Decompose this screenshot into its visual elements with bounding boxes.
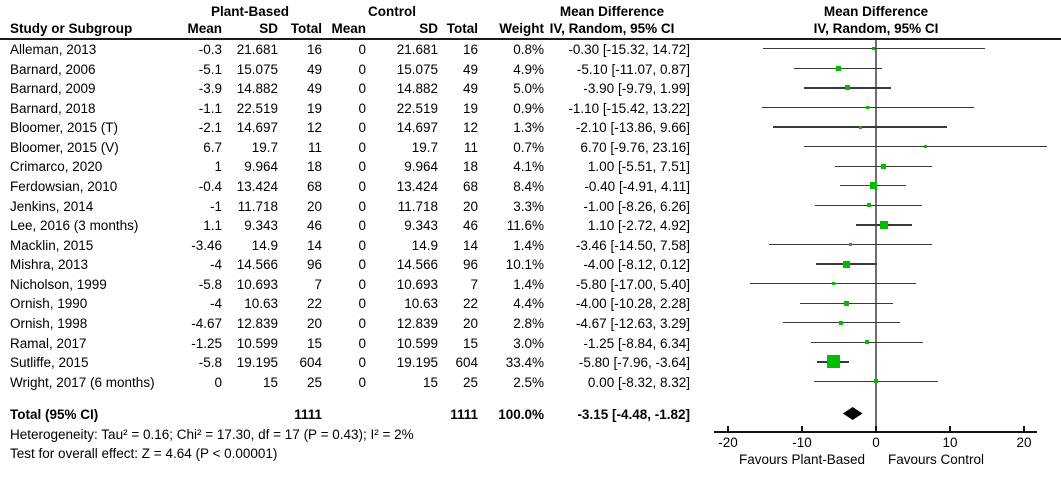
cell-total-n-control: 1111 <box>450 407 478 422</box>
heterogeneity-text: Heterogeneity: Tau² = 0.16; Chi² = 17.30, df = 17 (P = 0.43); I² = 2% <box>10 427 414 442</box>
cell-total-control: 11 <box>463 139 478 155</box>
cell-total-plant: 22 <box>306 296 322 312</box>
cell-sd-plant: 10.63 <box>244 296 278 312</box>
header-mean-control: Mean <box>331 21 366 36</box>
cell-study: Ferdowsian, 2010 <box>10 178 118 194</box>
cell-total-control: 15 <box>462 335 478 351</box>
cell-md-ci: -5.80 [-7.96, -3.64] <box>578 355 690 371</box>
cell-total-plant: 68 <box>306 178 322 194</box>
header-study-or-subgroup: Study or Subgroup <box>10 21 133 36</box>
cell-weight: 8.4% <box>513 178 544 194</box>
cell-total-control: 20 <box>462 198 478 214</box>
cell-weight: 0.7% <box>513 139 544 155</box>
cell-sd-plant: 14.9 <box>251 237 278 253</box>
axis-tick-label: -10 <box>792 435 812 450</box>
study-row <box>0 179 740 194</box>
cell-weight: 33.4% <box>505 355 544 371</box>
cell-mean-control: 0 <box>358 218 366 234</box>
cell-mean-plant: 0 <box>214 374 222 390</box>
cell-study: Wright, 2017 (6 months) <box>10 374 155 390</box>
effect-marker <box>870 182 877 189</box>
axis-tick <box>1023 426 1025 432</box>
cell-mean-plant: -4 <box>209 257 222 273</box>
cell-study: Barnard, 2006 <box>10 61 96 77</box>
cell-md-ci: -1.25 [-8.84, 6.34] <box>583 335 690 351</box>
cell-sd-control: 19.195 <box>396 355 438 371</box>
cell-study: Alleman, 2013 <box>10 42 97 57</box>
cell-sd-control: 14.882 <box>396 81 438 97</box>
cell-total-plant: 20 <box>306 198 322 214</box>
cell-total-plant: 15 <box>306 335 322 351</box>
cell-sd-control: 9.964 <box>404 159 438 175</box>
cell-sd-plant: 10.693 <box>236 276 278 292</box>
cell-weight: 1.3% <box>513 120 544 136</box>
cell-weight: 3.0% <box>513 335 544 351</box>
effect-marker <box>839 321 843 325</box>
effect-marker <box>844 301 849 306</box>
cell-total-plant: 14 <box>306 237 322 253</box>
cell-weight: 4.4% <box>513 296 544 312</box>
cell-md-ci: -1.00 [-8.26, 6.26] <box>583 198 690 214</box>
cell-weight: 4.9% <box>513 61 544 77</box>
header-ci-text-col: IV, Random, 95% CI <box>549 21 675 36</box>
cell-mean-plant: -0.4 <box>198 178 222 194</box>
cell-sd-control: 14.566 <box>396 257 438 273</box>
cell-total-control: 49 <box>462 81 478 97</box>
cell-md-ci: 1.10 [-2.72, 4.92] <box>587 218 690 234</box>
cell-sd-control: 19.7 <box>411 139 438 155</box>
cell-study: Bloomer, 2015 (V) <box>10 139 119 155</box>
cell-md-ci: -4.00 [-8.12, 0.12] <box>583 257 690 273</box>
cell-mean-control: 0 <box>358 237 366 253</box>
cell-total-control: 96 <box>462 257 478 273</box>
header-mean-difference-plot-col: Mean Difference <box>823 4 929 19</box>
study-row <box>0 238 740 253</box>
cell-total-control: 20 <box>462 315 478 331</box>
cell-mean-plant: -5.1 <box>198 61 222 77</box>
cell-study: Ramal, 2017 <box>10 335 87 351</box>
cell-total-plant: 18 <box>306 159 322 175</box>
cell-mean-control: 0 <box>358 159 366 175</box>
study-row <box>0 375 740 390</box>
cell-total-control: 14 <box>462 237 478 253</box>
axis-tick <box>949 426 951 432</box>
effect-marker <box>859 126 862 129</box>
cell-mean-control: 0 <box>358 374 366 390</box>
cell-md-ci: 1.00 [-5.51, 7.51] <box>587 159 690 175</box>
cell-weight: 2.8% <box>513 315 544 331</box>
cell-sd-plant: 19.195 <box>236 355 278 371</box>
cell-sd-plant: 13.424 <box>236 178 278 194</box>
header-sd-control: SD <box>419 21 438 36</box>
study-row <box>0 42 740 57</box>
cell-study: Nicholson, 1999 <box>10 276 107 292</box>
cell-md-ci: -1.10 [-15.42, 13.22] <box>568 100 690 116</box>
cell-mean-control: 0 <box>358 42 366 57</box>
cell-md-ci: -0.40 [-4.91, 4.11] <box>584 178 690 194</box>
cell-mean-plant: 1 <box>214 159 222 175</box>
cell-sd-plant: 11.718 <box>237 198 278 214</box>
cell-weight: 10.1% <box>505 257 544 273</box>
effect-marker <box>881 164 886 169</box>
effect-marker <box>843 261 850 268</box>
cell-weight: 4.1% <box>513 159 544 175</box>
cell-total-control: 22 <box>462 296 478 312</box>
cell-total-control: 7 <box>470 276 478 292</box>
cell-sd-plant: 21.681 <box>236 42 278 57</box>
cell-total-plant: 46 <box>306 218 322 234</box>
cell-mean-plant: -1 <box>209 198 222 214</box>
cell-total-n-plant: 1111 <box>294 407 322 422</box>
cell-sd-control: 22.519 <box>396 100 438 116</box>
cell-study: Ornish, 1990 <box>10 296 88 312</box>
cell-sd-plant: 9.964 <box>244 159 278 175</box>
effect-marker <box>872 47 875 50</box>
study-row <box>0 62 740 77</box>
cell-total-plant: 96 <box>306 257 322 273</box>
cell-total-plant: 12 <box>306 120 322 136</box>
cell-sd-plant: 15 <box>262 374 278 390</box>
cell-sd-plant: 15.075 <box>236 61 278 77</box>
cell-mean-plant: -3.9 <box>198 81 222 97</box>
header-divider <box>0 38 1061 40</box>
axis-tick-label: 10 <box>942 435 958 450</box>
cell-sd-plant: 9.343 <box>244 218 278 234</box>
cell-md-ci: 0.00 [-8.32, 8.32] <box>587 374 690 390</box>
cell-total-control: 49 <box>462 61 478 77</box>
cell-mean-control: 0 <box>358 355 366 371</box>
cell-mean-plant: -4.67 <box>191 315 222 331</box>
cell-sd-plant: 14.882 <box>236 81 278 97</box>
cell-sd-control: 10.693 <box>396 276 438 292</box>
header-total-plant: Total <box>290 21 322 36</box>
cell-sd-control: 13.424 <box>396 178 438 194</box>
zero-effect-line <box>875 40 877 431</box>
effect-marker <box>832 282 835 285</box>
axis-tick <box>727 426 729 432</box>
header-ci-plot-col: IV, Random, 95% CI <box>813 21 939 36</box>
cell-sd-plant: 14.697 <box>236 120 278 136</box>
pooled-diamond <box>843 407 863 420</box>
cell-sd-control: 14.697 <box>396 120 438 136</box>
cell-sd-control: 9.343 <box>404 218 438 234</box>
cell-total-plant: 7 <box>314 276 322 292</box>
cell-md-ci: -3.90 [-9.79, 1.99] <box>583 81 690 97</box>
study-row <box>0 81 740 96</box>
cell-sd-plant: 22.519 <box>236 100 278 116</box>
cell-sd-plant: 19.7 <box>251 139 278 155</box>
cell-total-plant: 19 <box>306 100 322 116</box>
study-row <box>0 316 740 331</box>
cell-sd-control: 14.9 <box>411 237 438 253</box>
header-mean-plant: Mean <box>187 21 222 36</box>
total-row <box>0 407 740 422</box>
cell-sd-control: 10.599 <box>396 335 438 351</box>
cell-study: Macklin, 2015 <box>10 237 94 253</box>
effect-marker <box>827 355 840 368</box>
cell-mean-plant: -5.8 <box>198 276 222 292</box>
cell-sd-control: 10.63 <box>404 296 438 312</box>
cell-mean-plant: -1.1 <box>198 100 222 116</box>
cell-mean-plant: -5.8 <box>198 355 222 371</box>
study-row <box>0 336 740 351</box>
axis-tick <box>801 426 803 432</box>
cell-weight: 1.4% <box>513 237 544 253</box>
cell-mean-plant: -4 <box>209 296 222 312</box>
study-row <box>0 140 740 155</box>
cell-weight: 0.8% <box>513 42 544 57</box>
cell-total-control: 18 <box>462 159 478 175</box>
effect-marker <box>880 221 888 229</box>
cell-total-plant: 20 <box>306 315 322 331</box>
cell-md-ci: -0.30 [-15.32, 14.72] <box>568 42 690 57</box>
cell-mean-plant: -2.1 <box>198 120 222 136</box>
cell-study: Sutliffe, 2015 <box>10 355 89 371</box>
cell-mean-control: 0 <box>358 100 366 116</box>
study-row <box>0 101 740 116</box>
cell-total-control: 25 <box>462 374 478 390</box>
study-row <box>0 120 740 135</box>
axis-tick-label: -20 <box>718 435 738 450</box>
cell-study: Jenkins, 2014 <box>10 198 94 214</box>
cell-total-control: 46 <box>462 218 478 234</box>
header-sd-plant: SD <box>259 21 278 36</box>
study-row <box>0 277 740 292</box>
cell-mean-control: 0 <box>358 257 366 273</box>
study-row <box>0 296 740 311</box>
cell-md-ci: -4.00 [-10.28, 2.28] <box>575 296 690 312</box>
cell-weight: 0.9% <box>513 100 544 116</box>
effect-marker <box>866 106 869 109</box>
cell-weight: 2.5% <box>513 374 544 390</box>
cell-md-ci: -2.10 [-13.86, 9.66] <box>575 120 690 136</box>
cell-total-plant: 49 <box>306 61 322 77</box>
cell-mean-control: 0 <box>358 276 366 292</box>
axis-tick-label: 0 <box>872 435 880 450</box>
cell-md-ci: -5.80 [-17.00, 5.40] <box>575 276 690 292</box>
effect-marker <box>867 203 871 207</box>
cell-sd-plant: 14.566 <box>236 257 278 273</box>
cell-total-control: 19 <box>462 100 478 116</box>
cell-weight: 11.6% <box>506 218 544 234</box>
cell-sd-control: 15 <box>422 374 438 390</box>
effect-marker <box>924 145 927 148</box>
cell-sd-control: 11.718 <box>397 198 438 214</box>
cell-mean-control: 0 <box>358 198 366 214</box>
cell-mean-control: 0 <box>358 81 366 97</box>
cell-total-weight: 100.0% <box>498 407 544 422</box>
cell-study: Ornish, 1998 <box>10 315 88 331</box>
cell-mean-plant: -0.3 <box>198 42 222 57</box>
cell-mean-control: 0 <box>358 296 366 312</box>
cell-md-ci: -3.46 [-14.50, 7.58] <box>575 237 690 253</box>
cell-mean-plant: 1.1 <box>203 218 222 234</box>
cell-sd-plant: 10.599 <box>236 335 278 351</box>
cell-study: Barnard, 2018 <box>10 100 96 116</box>
header-control: Control <box>368 4 416 19</box>
study-row <box>0 199 740 214</box>
cell-study: Bloomer, 2015 (T) <box>10 120 119 136</box>
effect-marker <box>849 243 852 246</box>
cell-mean-plant: 6.7 <box>203 139 222 155</box>
cell-total-plant: 604 <box>299 355 322 371</box>
favours-right-label: Favours Control <box>887 452 985 467</box>
cell-study: Barnard, 2009 <box>10 81 96 97</box>
cell-total-plant: 25 <box>306 374 322 390</box>
study-row <box>0 159 740 174</box>
cell-mean-control: 0 <box>358 335 366 351</box>
cell-md-ci: -4.67 [-12.63, 3.29] <box>575 315 690 331</box>
cell-weight: 5.0% <box>513 81 544 97</box>
cell-study: Crimarco, 2020 <box>10 159 103 175</box>
cell-sd-control: 15.075 <box>396 61 438 77</box>
cell-total-label: Total (95% CI) <box>10 407 99 422</box>
study-row <box>0 355 740 370</box>
cell-total-control: 604 <box>455 355 478 371</box>
cell-md-ci: 6.70 [-9.76, 23.16] <box>580 139 690 155</box>
effect-marker <box>874 379 878 383</box>
cell-sd-control: 12.839 <box>396 315 438 331</box>
cell-total-plant: 49 <box>306 81 322 97</box>
cell-sd-plant: 12.839 <box>236 315 278 331</box>
study-row <box>0 257 740 272</box>
cell-mean-plant: -1.25 <box>191 335 222 351</box>
header-mean-difference-text-col: Mean Difference <box>559 4 665 19</box>
study-row <box>0 218 740 233</box>
cell-mean-plant: -3.46 <box>191 237 222 253</box>
effect-marker <box>845 85 850 90</box>
cell-sd-control: 21.681 <box>396 42 438 57</box>
header-total-control: Total <box>446 21 478 36</box>
overall-effect-text: Test for overall effect: Z = 4.64 (P < 0.00001) <box>10 446 278 461</box>
cell-md-ci: -5.10 [-11.07, 0.87] <box>576 61 690 77</box>
cell-mean-control: 0 <box>358 61 366 77</box>
cell-weight: 1.4% <box>513 276 544 292</box>
header-plant-based: Plant-Based <box>210 4 290 19</box>
effect-marker <box>865 340 869 344</box>
effect-marker <box>836 66 841 71</box>
cell-total-plant: 11 <box>307 139 322 155</box>
cell-total-control: 16 <box>462 42 478 57</box>
axis-tick <box>875 426 877 432</box>
cell-total-plant: 16 <box>306 42 322 57</box>
cell-mean-control: 0 <box>358 315 366 331</box>
cell-mean-control: 0 <box>358 178 366 194</box>
cell-weight: 3.3% <box>513 198 544 214</box>
axis-tick-label: 20 <box>1016 435 1032 450</box>
cell-total-control: 68 <box>462 178 478 194</box>
header-weight: Weight <box>499 21 544 36</box>
cell-mean-control: 0 <box>358 139 366 155</box>
cell-study: Mishra, 2013 <box>10 257 89 273</box>
cell-total-control: 12 <box>462 120 478 136</box>
cell-total-md-ci: -3.15 [-4.48, -1.82] <box>577 407 690 422</box>
favours-left-label: Favours Plant-Based <box>738 452 866 467</box>
cell-mean-control: 0 <box>358 120 366 136</box>
cell-study: Lee, 2016 (3 months) <box>10 218 139 234</box>
